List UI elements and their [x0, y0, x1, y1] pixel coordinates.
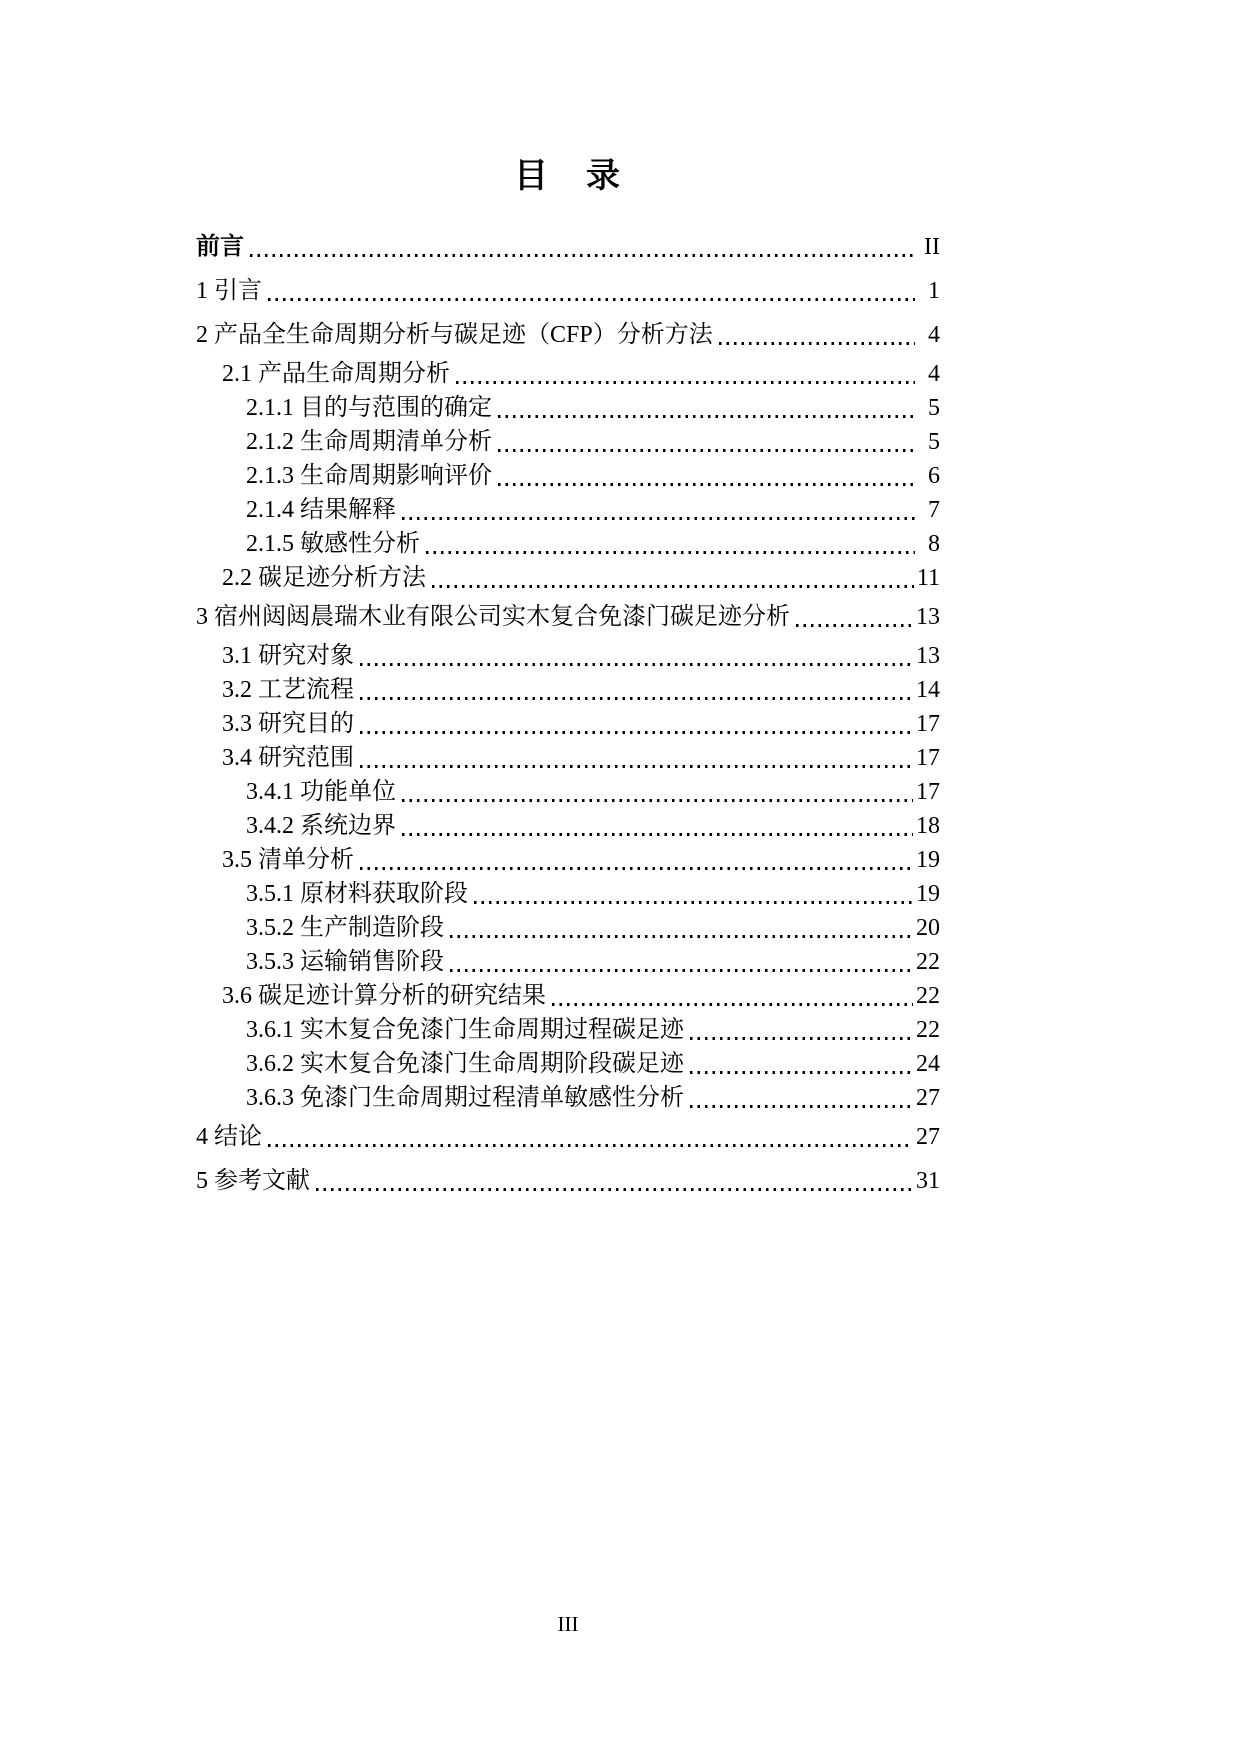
toc-entry-label: 3.6 碳足迹计算分析的研究结果 — [222, 983, 546, 1009]
dot-leader — [719, 342, 915, 345]
toc-entry — [246, 809, 940, 843]
toc-entry — [222, 673, 940, 707]
toc-list — [196, 225, 940, 1203]
toc-entry-label: 3.3 研究目的 — [222, 711, 354, 737]
toc-entry-page: 5 — [928, 429, 940, 455]
toc-entry — [246, 1081, 940, 1115]
toc-entry — [222, 357, 940, 391]
dot-leader — [450, 969, 913, 972]
toc-entry — [196, 269, 940, 313]
dot-leader — [268, 1144, 913, 1147]
toc-entry-page: 31 — [916, 1168, 940, 1194]
toc-entry-page: 5 — [928, 395, 940, 421]
dot-leader — [552, 1003, 913, 1006]
toc-entry-label: 3.6.1 实木复合免漆门生命周期过程碳足迹 — [246, 1017, 684, 1043]
toc-entry — [246, 493, 940, 527]
toc-entry-page: 17 — [916, 711, 940, 737]
dot-leader — [474, 901, 913, 904]
dot-leader — [360, 867, 913, 870]
toc-entry-label: 2.2 碳足迹分析方法 — [222, 565, 426, 591]
toc-entry-page: 19 — [916, 881, 940, 907]
dot-leader — [498, 449, 915, 452]
toc-entry-label: 3.5 清单分析 — [222, 847, 354, 873]
toc-entry-label: 3.6.2 实木复合免漆门生命周期阶段碳足迹 — [246, 1051, 684, 1077]
toc-entry — [222, 639, 940, 673]
toc-entry-label: 2.1 产品生命周期分析 — [222, 361, 450, 387]
toc-entry-page: 13 — [916, 604, 940, 630]
toc-entry — [196, 225, 940, 269]
toc-entry — [246, 1013, 940, 1047]
dot-leader — [498, 483, 915, 486]
toc-entry — [246, 775, 940, 809]
dot-leader — [360, 765, 913, 768]
toc-entry-label: 2.1.2 生命周期清单分析 — [246, 429, 492, 455]
toc-entry-label: 2.1.3 生命周期影响评价 — [246, 463, 492, 489]
toc-entry-label: 3.1 研究对象 — [222, 643, 354, 669]
toc-entry-label: 3.5.3 运输销售阶段 — [246, 949, 444, 975]
toc-entry-label: 3.5.1 原材料获取阶段 — [246, 881, 468, 907]
footer-page-number: III — [557, 1612, 579, 1636]
toc-entry — [222, 707, 940, 741]
toc-entry-page: 22 — [916, 1017, 940, 1043]
toc-entry-page: 1 — [928, 278, 940, 304]
toc-entry-label: 3.2 工艺流程 — [222, 677, 354, 703]
toc-entry-page: 8 — [928, 531, 940, 557]
toc-entry-page: 18 — [916, 813, 940, 839]
toc-entry-label: 3.4 研究范围 — [222, 745, 354, 771]
toc-entry — [246, 425, 940, 459]
dot-leader — [360, 731, 913, 734]
toc-entry-label: 3 宿州闼闼晨瑞木业有限公司实木复合免漆门碳足迹分析 — [196, 604, 790, 630]
toc-entry-page: 6 — [928, 463, 940, 489]
toc-entry-page: 17 — [916, 779, 940, 805]
toc-entry — [196, 1159, 940, 1203]
toc-entry-page: 20 — [916, 915, 940, 941]
dot-leader — [402, 799, 913, 802]
toc-entry-label: 前言 — [196, 233, 244, 260]
toc-entry — [246, 391, 940, 425]
toc-entry-page: 14 — [916, 677, 940, 703]
toc-entry-page: 11 — [916, 565, 940, 591]
toc-entry-page: 4 — [928, 322, 940, 348]
toc-entry — [246, 877, 940, 911]
toc-entry-label: 4 结论 — [196, 1124, 262, 1150]
dot-leader — [796, 624, 913, 627]
dot-leader — [432, 585, 914, 588]
dot-leader — [450, 935, 913, 938]
dot-leader — [498, 415, 915, 418]
toc-entry — [246, 527, 940, 561]
toc-entry — [222, 979, 940, 1013]
dot-leader — [360, 663, 913, 666]
toc-entry-page: 19 — [916, 847, 940, 873]
dot-leader — [690, 1105, 913, 1108]
toc-entry-label: 3.6.3 免漆门生命周期过程清单敏感性分析 — [246, 1085, 684, 1111]
toc-entry — [246, 911, 940, 945]
dot-leader — [456, 381, 915, 384]
toc-entry-page: 27 — [916, 1085, 940, 1111]
toc-entry-label: 3.5.2 生产制造阶段 — [246, 915, 444, 941]
toc-entry — [246, 945, 940, 979]
toc-entry-label: 2.1.4 结果解释 — [246, 497, 396, 523]
toc-entry — [196, 595, 940, 639]
dot-leader — [402, 833, 913, 836]
dot-leader — [250, 254, 915, 257]
dot-leader — [690, 1037, 913, 1040]
toc-entry — [222, 741, 940, 775]
toc-entry-page: 22 — [916, 983, 940, 1009]
dot-leader — [360, 697, 913, 700]
toc-entry-page: 24 — [916, 1051, 940, 1077]
toc-entry — [246, 1047, 940, 1081]
toc-entry-page: 22 — [916, 949, 940, 975]
toc-entry-page: 4 — [928, 361, 940, 387]
toc-entry — [222, 561, 940, 595]
toc-entry-page: 17 — [916, 745, 940, 771]
toc-entry-label: 5 参考文献 — [196, 1168, 310, 1194]
dot-leader — [426, 551, 915, 554]
toc-entry-label: 3.4.2 系统边界 — [246, 813, 396, 839]
toc-entry — [222, 843, 940, 877]
dot-leader — [402, 517, 915, 520]
toc-entry-page: 13 — [916, 643, 940, 669]
toc-entry-label: 3.4.1 功能单位 — [246, 779, 396, 805]
toc-entry — [196, 313, 940, 357]
document-page — [196, 0, 940, 1755]
toc-entry-page: 7 — [928, 497, 940, 523]
toc-entry-label: 2.1.1 目的与范围的确定 — [246, 395, 492, 421]
toc-entry-label: 1 引言 — [196, 278, 262, 304]
toc-entry-page: 27 — [916, 1124, 940, 1150]
toc-entry-page: II — [924, 234, 940, 260]
page-title: 目 录 — [514, 157, 622, 195]
dot-leader — [690, 1071, 913, 1074]
dot-leader — [268, 298, 915, 301]
dot-leader — [316, 1188, 913, 1191]
toc-entry — [196, 1115, 940, 1159]
toc-entry — [246, 459, 940, 493]
toc-entry-label: 2.1.5 敏感性分析 — [246, 531, 420, 557]
toc-entry-label: 2 产品全生命周期分析与碳足迹（CFP）分析方法 — [196, 322, 713, 348]
